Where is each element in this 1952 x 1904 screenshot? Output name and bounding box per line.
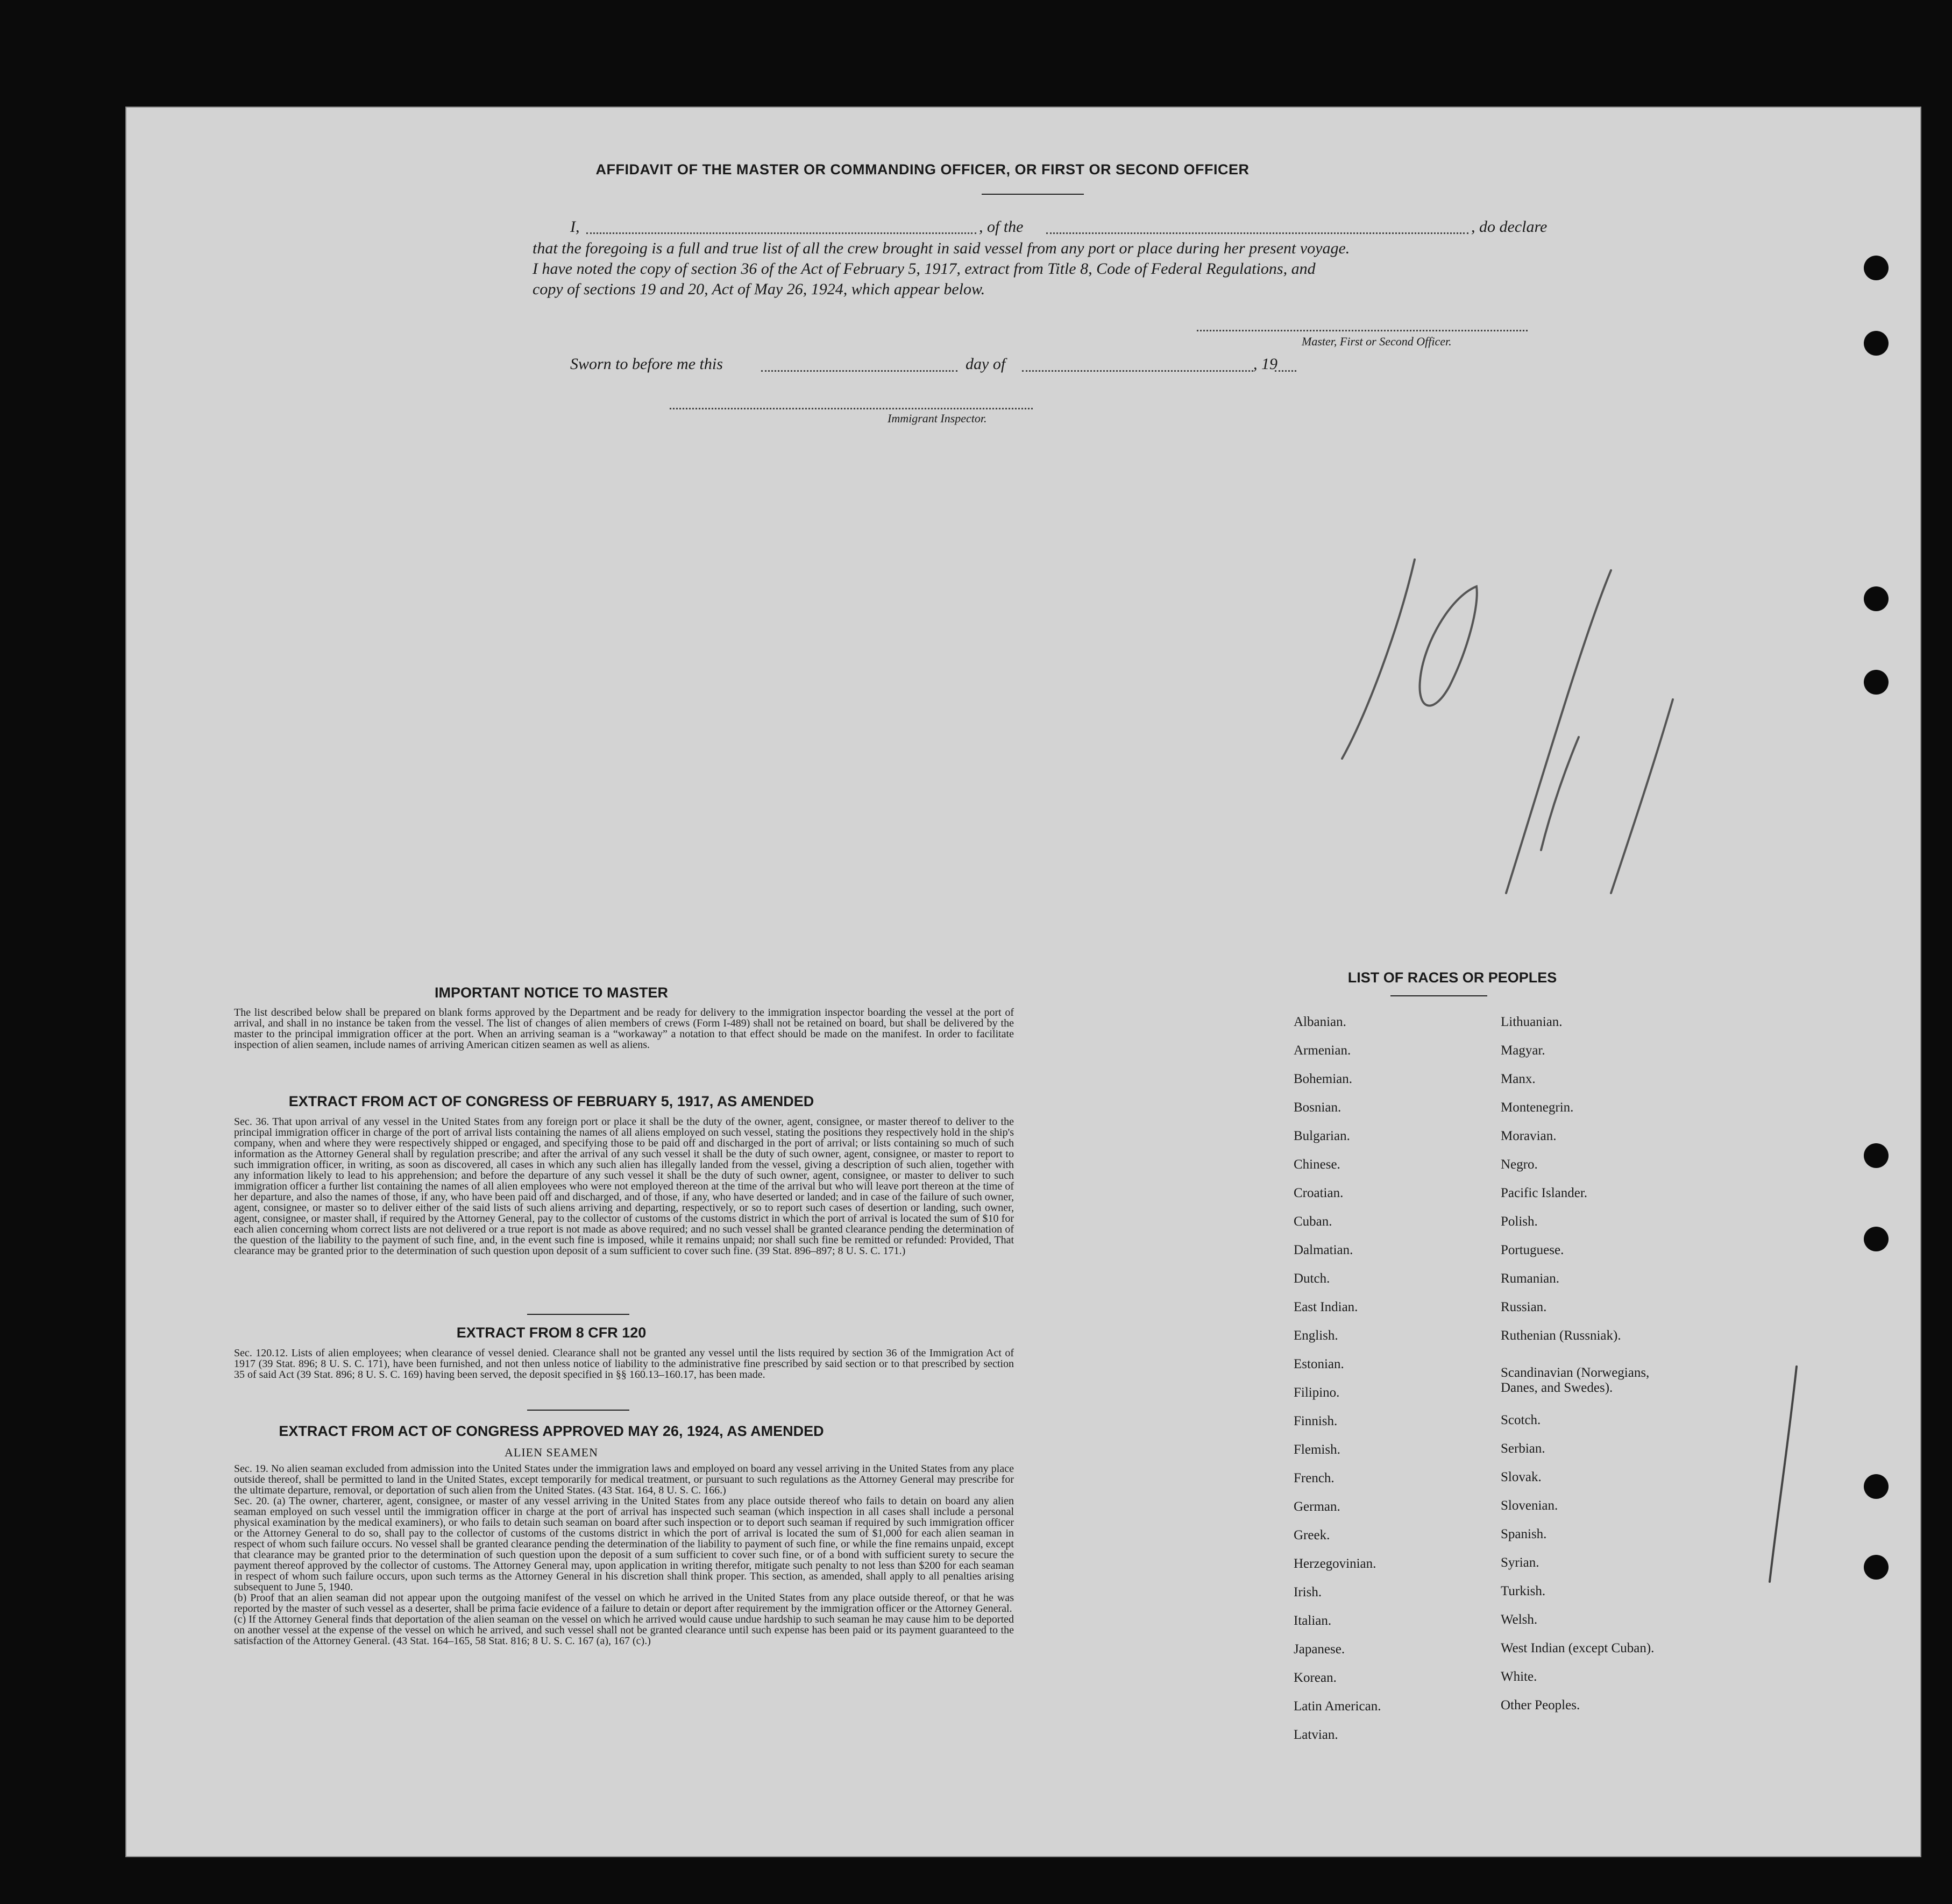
year-blank[interactable] — [1275, 370, 1296, 372]
pencil-stroke-slash — [1506, 570, 1611, 893]
race-item: Danes, and Swedes). — [1501, 1381, 1613, 1395]
race-item: Russian. — [1501, 1300, 1547, 1314]
race-item: Scotch. — [1501, 1413, 1541, 1427]
affidavit-line2: that the foregoing is a full and true list of all the crew brought in said vessel from any port or place during her present voyage. — [533, 239, 1350, 257]
race-item: German. — [1294, 1499, 1340, 1514]
race-item: Moravian. — [1501, 1129, 1557, 1143]
race-item: Slovak. — [1501, 1470, 1542, 1484]
race-item: Other Peoples. — [1501, 1698, 1580, 1712]
handwritten-marks — [1299, 538, 1676, 1076]
race-item: Magyar. — [1501, 1043, 1545, 1058]
affidavit-line3: I have noted the copy of section 36 of the Act of February 5, 1917, extract from Title 8, Code of Federal Regulations, and — [533, 260, 1316, 278]
name-blank[interactable] — [586, 232, 976, 234]
binder-hole — [1864, 1227, 1889, 1251]
race-item: Slovenian. — [1501, 1498, 1558, 1513]
extractcfr-body: Sec. 120.12. Lists of alien employees; when clearance of vessel denied. Clearance shall not be granted any vessel until the lists required by section 36 of the Immigration Act of 1917 (39 Stat. 896; 8 U. S. C. 171), have been furnished, and not then unless notice of liability to the administrative fine prescribed by said section or to that prescribed by section 35 of said Act (39 Stat. 896; 8 U. S. C. 169) having been served, the deposit specified in §§ 160.13–160.17, has been made. — [234, 1347, 1014, 1381]
inspector-signature-line[interactable] — [670, 408, 1033, 409]
race-item: Scandinavian (Norwegians, — [1501, 1365, 1650, 1380]
race-item: Armenian. — [1294, 1043, 1351, 1058]
master-caption: Master, First or Second Officer. — [1302, 335, 1452, 348]
race-item: East Indian. — [1294, 1300, 1358, 1314]
extract1924-subtitle: ALIEN SEAMEN — [505, 1446, 598, 1459]
race-item: Flemish. — [1294, 1442, 1340, 1457]
affidavit-i: I, — [570, 218, 580, 236]
sec19-text: Sec. 19. No alien seaman excluded from admission into the United States under the immigration laws and employed on board any vessel arriving in the United States from any place outside thereof, shall be permitted to land in the United States, except temporarily for medical treatment, or pursuant to such regulations as the Attorney General may prescribe for the ultimate departure, removal, or deportation of such alien from the United States. (43 Stat. 164, 8 U. S. C. 166.) — [234, 1463, 1014, 1496]
race-item: Negro. — [1501, 1157, 1538, 1172]
notice-title: IMPORTANT NOTICE TO MASTER — [435, 985, 668, 1001]
affidavit-of-the: , of the — [979, 218, 1024, 236]
sworn-month-blank[interactable] — [1022, 370, 1253, 372]
vessel-blank[interactable] — [1046, 232, 1468, 234]
extractcfr-title: EXTRACT FROM 8 CFR 120 — [456, 1325, 647, 1341]
affidavit-declare: , do declare — [1471, 218, 1548, 236]
title-rule — [982, 194, 1084, 195]
affidavit-title: AFFIDAVIT OF THE MASTER OR COMMANDING OFFICER, OR FIRST OR SECOND OFFICER — [595, 161, 1250, 178]
race-item: Pacific Islander. — [1501, 1186, 1588, 1200]
race-item: Bosnian. — [1294, 1100, 1341, 1115]
sworn-text: Sworn to before me this — [570, 355, 723, 373]
race-item: Japanese. — [1294, 1642, 1345, 1657]
race-item: Albanian. — [1294, 1015, 1346, 1029]
form-page — [126, 108, 1920, 1856]
notice-body: The list described below shall be prepared on blank forms approved by the Department and be ready for delivery to the immigration inspector boarding the vessel at the port of arrival, and shall in no instance be taken from the vessel. The list of changes of alien members of crews (Form I-489) shall not be retained on board, but shall be delivered by the master to the principal immigration officer at the port. When an arriving seaman is a “workaway” a notation to that effect should be made on the manifest. In order to facilitate inspection of alien seamen, include names of arriving American citizen seamen as well as aliens. — [234, 1007, 1014, 1051]
race-item: Serbian. — [1501, 1441, 1545, 1456]
day-of-text: day of — [966, 355, 1006, 373]
race-item: Bohemian. — [1294, 1072, 1353, 1086]
handwritten-margin-stroke — [1764, 1361, 1802, 1587]
binder-hole — [1864, 1555, 1889, 1580]
binder-hole — [1864, 670, 1889, 695]
race-item: Montenegrin. — [1501, 1100, 1574, 1115]
pencil-stroke-2 — [1541, 737, 1579, 850]
race-item: French. — [1294, 1471, 1335, 1485]
sec20b-text: (b) Proof that an alien seaman did not appear upon the outgoing manifest of the vessel on which he arrived in the United States from any place outside thereof, or that he was reported by the master of such vessel as a deserter, shall be prima facie evidence of a failure to detain or deport after requirement by the immigration officer or the Attorney General. — [234, 1592, 1014, 1615]
pencil-stroke-1 — [1342, 560, 1415, 759]
race-item: Korean. — [1294, 1671, 1337, 1685]
extract1917-body: Sec. 36. That upon arrival of any vessel in the United States from any foreign port or place it shall be the duty of the owner, agent, consignee, or master thereof to deliver to the principal immigration officer in charge of the port of arrival lists containing the names of all aliens employed on such vessel, stating the positions they respectively hold in the ship's company, when and where they were respectively shipped or engaged, and specifying those to be paid off and discharged in the port of arrival; or lists containing so much of such information as the Attorney General shall by regulation prescribe; and after the arrival of any such vessel it shall be the duty of such owner, agent, consignee, or master to report to such immigration officer, in writing, as soon as discovered, all cases in which any such alien has illegally landed from the vessel, giving a description of such alien, together with any information likely to lead to his apprehension; and before the departure of any such vessel it shall be the duty of such owner, agent, consignee, or master to deliver to such immigration officer a further list containing the names of all alien employees who were not employed thereon at the time of the arrival but who will leave port thereon at the time of her departure, and also the names of those, if any, who have been paid off and discharged, and of those, if any, who have deserted or landed; and in case of the failure of such owner, agent, consignee, or master so to deliver either of the said lists of such aliens arriving and departing, respectively, or so to report such cases of desertion or landing, such owner, agent, consignee, or master shall, if required by the Attorney General, pay to the collector of customs of the customs district in which the port of arrival is located the sum of $10 for each alien concerning whom correct lists are not delivered or a true report is not made as above required; and no such vessel shall be granted clearance pending the determination of the question of the liability to the payment of such fine, and, in the event such fine is imposed, while it remains unpaid; nor shall such fine be remitted or refunded: Provided, That clearance may be granted prior to the determination of such question upon deposit of a sum sufficient to cover such fine. (39 Stat. 896–897; 8 U. S. C. 171.) — [234, 1116, 1014, 1257]
race-item: White. — [1501, 1669, 1537, 1684]
race-item: Manx. — [1501, 1072, 1536, 1086]
extract1924-title: EXTRACT FROM ACT OF CONGRESS APPROVED MAY 26, 1924, AS AMENDED — [279, 1423, 824, 1439]
race-item: Syrian. — [1501, 1555, 1539, 1570]
inspector-caption: Immigrant Inspector. — [888, 412, 987, 425]
section-rule-2 — [527, 1410, 629, 1411]
binder-hole — [1864, 256, 1889, 280]
race-item: Portuguese. — [1501, 1243, 1564, 1257]
race-item: West Indian (except Cuban). — [1501, 1641, 1655, 1655]
races-title-rule — [1390, 995, 1487, 996]
races-title: LIST OF RACES OR PEOPLES — [1347, 969, 1557, 986]
race-item: Dutch. — [1294, 1271, 1330, 1286]
race-item: Herzegovinian. — [1294, 1556, 1376, 1571]
sworn-day-blank[interactable] — [761, 370, 957, 372]
race-item: Welsh. — [1501, 1612, 1538, 1627]
race-item: Ruthenian (Russniak). — [1501, 1328, 1621, 1343]
race-item: English. — [1294, 1328, 1338, 1343]
affidavit-line4: copy of sections 19 and 20, Act of May 26, 1924, which appear below. — [533, 280, 985, 298]
race-item: Bulgarian. — [1294, 1129, 1350, 1143]
race-item: Cuban. — [1294, 1214, 1332, 1229]
extract1917-title: EXTRACT FROM ACT OF CONGRESS OF FEBRUARY 5, 1917, AS AMENDED — [288, 1093, 814, 1109]
master-signature-line[interactable] — [1197, 330, 1528, 331]
binder-hole — [1864, 586, 1889, 611]
race-item: Dalmatian. — [1294, 1243, 1353, 1257]
race-item: Filipino. — [1294, 1385, 1340, 1400]
race-item: Croatian. — [1294, 1186, 1344, 1200]
race-item: Irish. — [1294, 1585, 1322, 1599]
pencil-stroke-zero — [1419, 586, 1477, 706]
race-item: Estonian. — [1294, 1357, 1344, 1371]
race-item: Spanish. — [1501, 1527, 1547, 1541]
race-item: Rumanian. — [1501, 1271, 1560, 1286]
binder-hole — [1864, 1143, 1889, 1168]
binder-hole — [1864, 1474, 1889, 1499]
year-prefix: , 19 — [1253, 355, 1277, 373]
handwritten-note: 10/11 — [1299, 538, 1301, 539]
pencil-stroke-3 — [1611, 699, 1673, 893]
sec20c-text: (c) If the Attorney General finds that deportation of the alien seaman on the vessel on which he arrived would cause undue hardship to such seaman he may cause him to be deported on another vessel at the expense of the vessel on which he arrived, and such vessel shall not be granted clearance until such expense has been paid or its payment guaranteed to the satisfaction of the Attorney General. (43 Stat. 164–165, 58 Stat. 816; 8 U. S. C. 167 (a), 167 (c).) — [234, 1613, 1014, 1647]
sec20a-text: Sec. 20. (a) The owner, charterer, agent, consignee, or master of any vessel arriving in the United States from any place outside thereof who fails to detain on board any alien seaman employed on such vessel until the immigration officer in charge at the port of arrival has inspected such seaman (which inspection in all cases shall include a personal physical examination by the medical examiners), or who fails to detain such seaman on board after such inspection or to deport such seaman if required by such immigration officer or the Attorney General to do so, shall pay to the collector of customs of the customs district in which the port of arrival is located the sum of $1,000 for each alien seaman in respect of whom such failure occurs. No vessel shall be granted clearance pending the determination of the liability to payment of such fine, or while the fine remains unpaid, except that clearance may be granted prior to the determination of such question upon the deposit of a sum sufficient to cover such fine, or of a bond with sufficient surety to secure the payment thereof approved by the collector of customs. The Attorney General may, upon application in writing therefor, mitigate such penalty to not less than $200 for each seaman in respect of whom such failure occurs, upon such terms as the Attorney General in his discretion shall think proper. This section, as amended, shall apply to all penalties arising subsequent to June 5, 1940. — [234, 1495, 1014, 1593]
race-item: Italian. — [1294, 1613, 1332, 1628]
race-item: Polish. — [1501, 1214, 1538, 1229]
race-item: Finnish. — [1294, 1414, 1338, 1428]
section-rule-1 — [527, 1314, 629, 1315]
race-item: Latvian. — [1294, 1728, 1338, 1742]
race-item: Turkish. — [1501, 1584, 1546, 1598]
binder-hole — [1864, 331, 1889, 356]
race-item: Chinese. — [1294, 1157, 1340, 1172]
race-item: Lithuanian. — [1501, 1015, 1563, 1029]
extract1924-body — [234, 1463, 1014, 1646]
race-item: Greek. — [1294, 1528, 1330, 1542]
race-item: Latin American. — [1294, 1699, 1381, 1714]
